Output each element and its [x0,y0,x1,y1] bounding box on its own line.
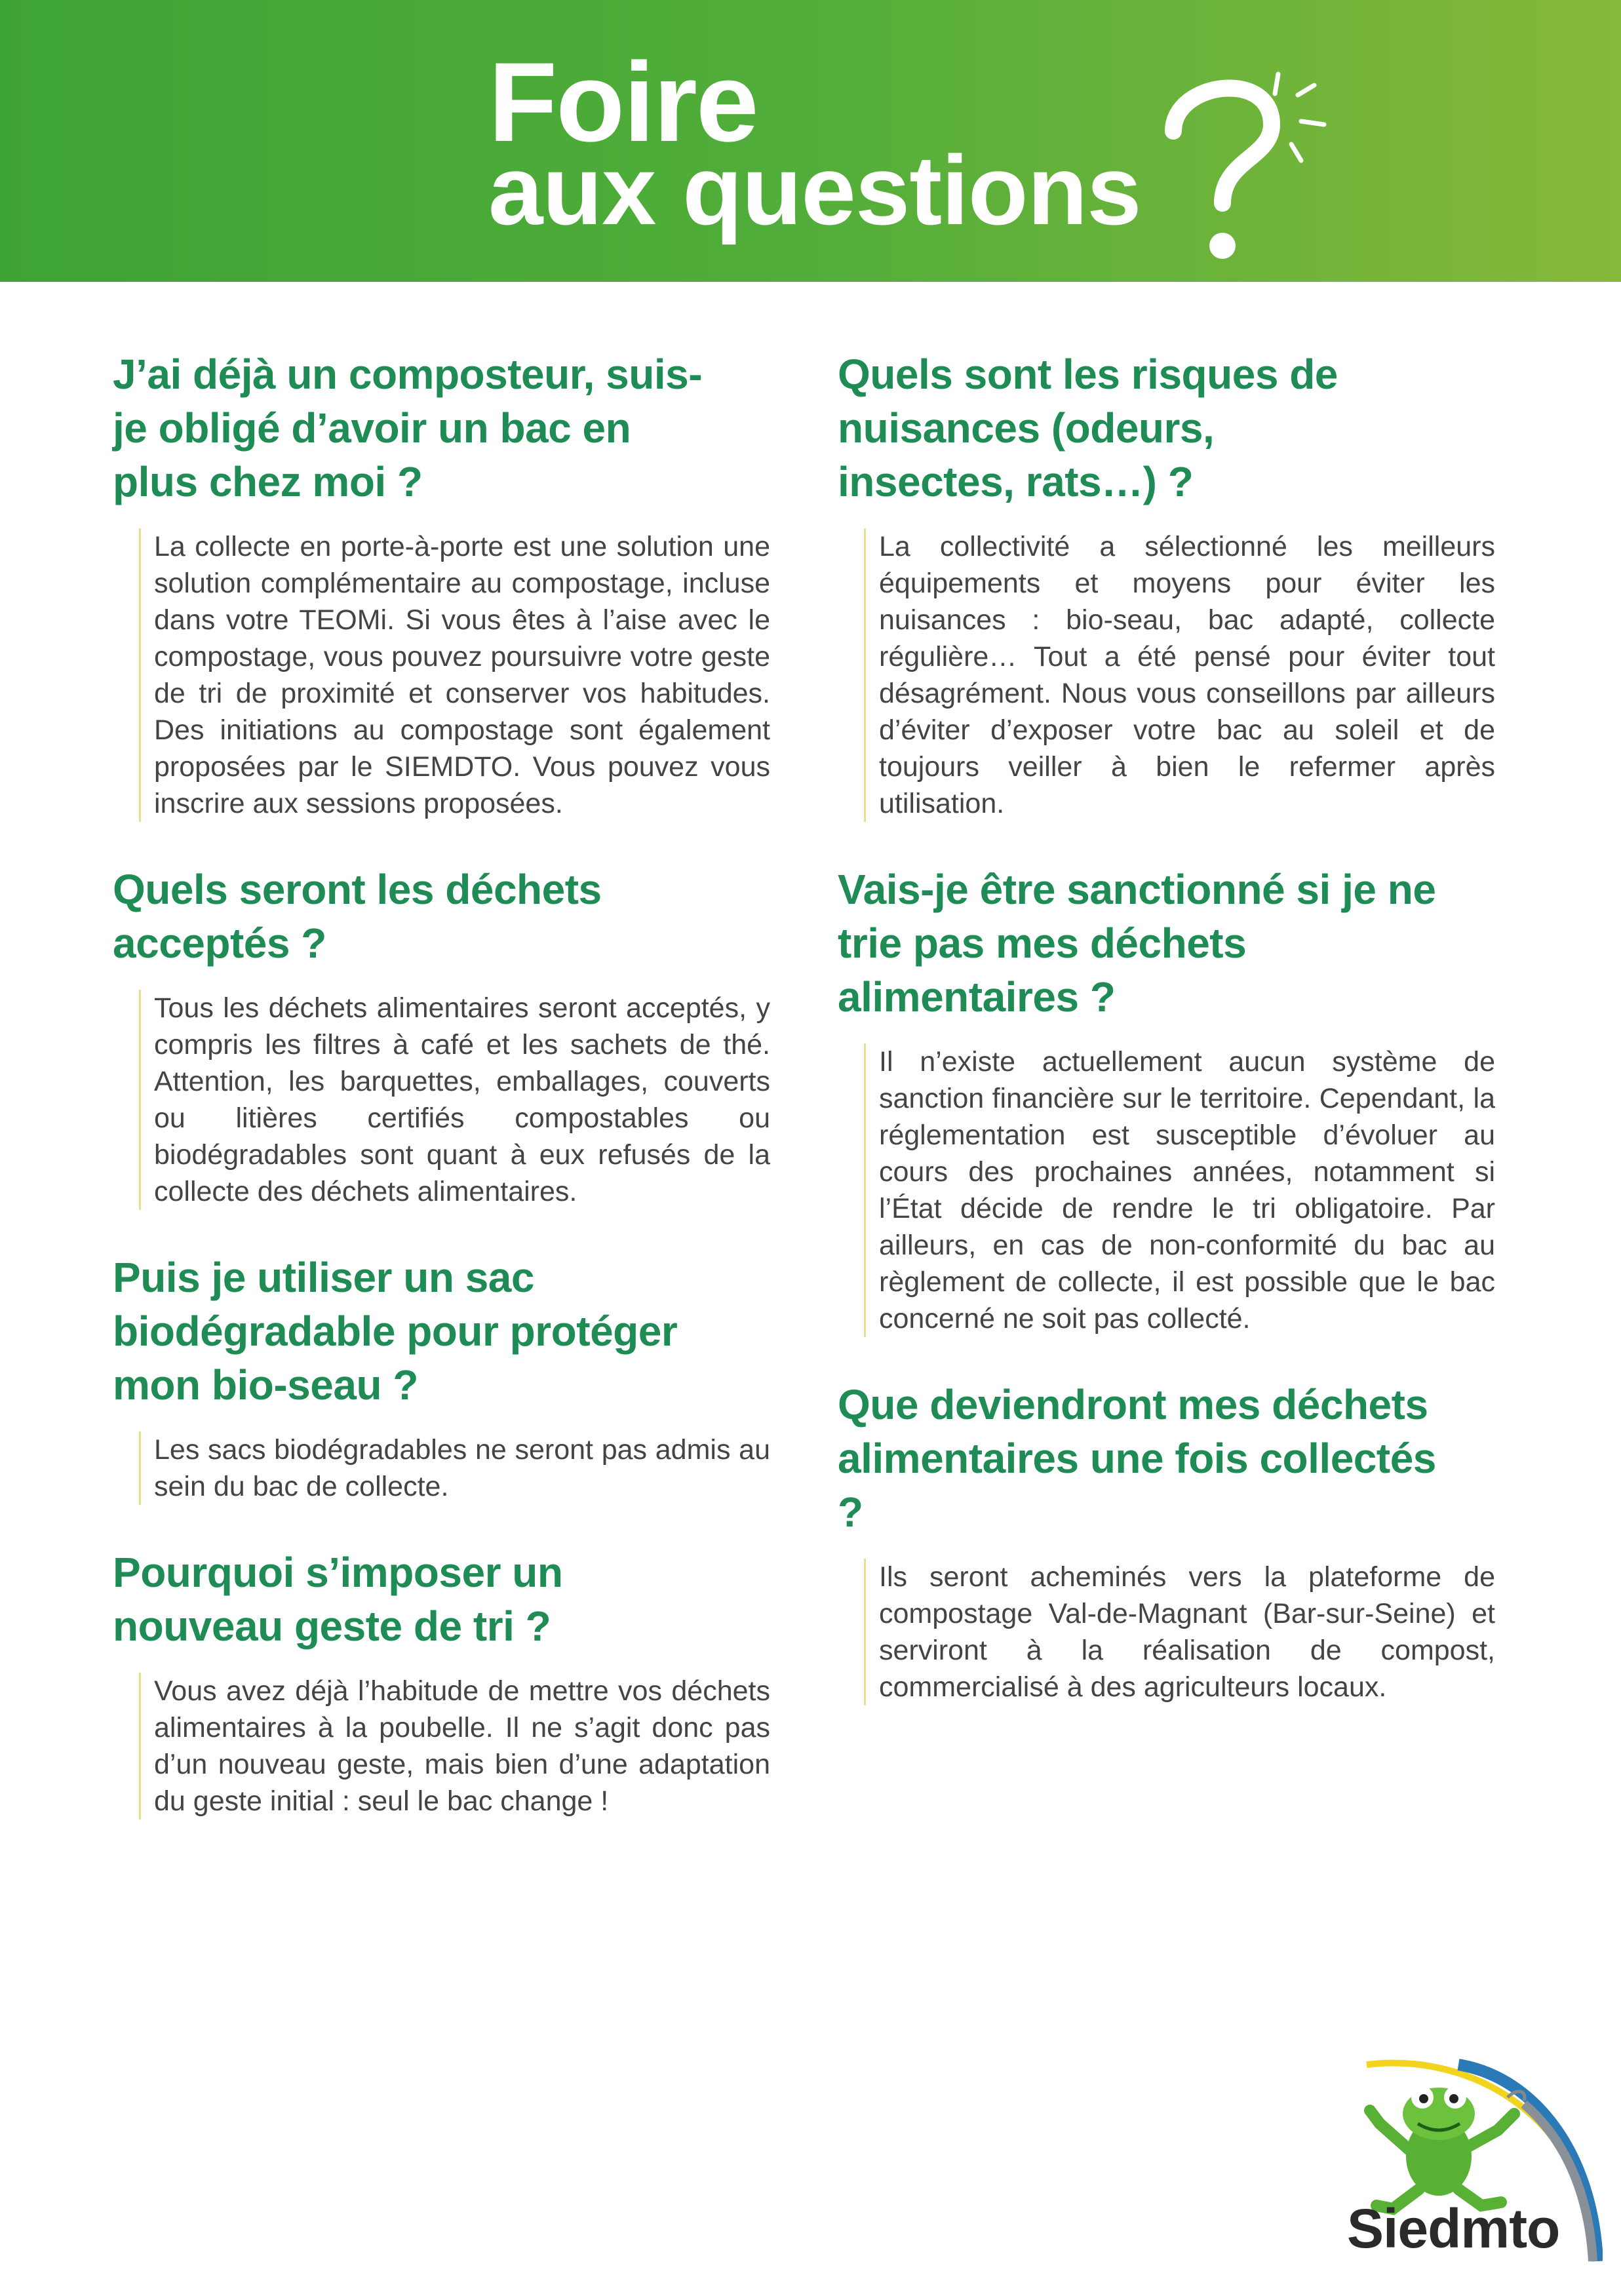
faq-question: Puis je utiliser un sac biodégradable pour protéger mon bio-seau ? [113,1254,678,1409]
faq-item [113,863,768,1210]
logo-wordmark: Siedmto [1347,2198,1560,2259]
page-title: Foire [488,39,758,165]
faq-item [838,1378,1493,1705]
faq-answer: La collectivité a sélectionné les meilleurs équipements et moyens pour éviter les nuisances : bio-seau, bac adapté, collecte régulière… Tout a été pensé pour éviter tout désagrément. Nous vous conseillons par ailleurs d’éviter d’exposer votre bac au soleil et de toujours veiller à bien le refermer après utilisation. [864,528,1495,822]
faq-column-left [113,347,768,1860]
faq-item [113,347,768,822]
faq-question: Quels seront les déchets acceptés ? [113,866,602,967]
faq-answer: La collecte en porte-à-porte est une solution une solution complémentaire au compostage, incluse dans votre TEOMi. Si vous êtes à l’aise avec le compostage, vous pouvez poursuivre votre geste de tri de proximité et conserver vos habitudes. Des initiations au compostage sont également proposées par le SIEMDTO. Vous pouvez vous inscrire aux sessions proposées. [139,528,770,822]
faq-answer: Tous les déchets alimentaires seront acceptés, y compris les filtres à café et les sachets de thé. Attention, les barquettes, emballages, couverts ou litières certifiés compostables ou biodégradables sont quant à eux refusés de la collecte des déchets alimentaires. [139,990,770,1210]
faq-question: J’ai déjà un composteur, suis-je obligé d’avoir un bac en plus chez moi ? [113,351,703,505]
faq-answer: Ils seront acheminés vers la plateforme de compostage Val-de-Magnant (Bar-sur-Seine) et serviront à la réalisation de compost, commercialisé à des agriculteurs locaux. [864,1559,1495,1705]
faq-answer: Il n’existe actuellement aucun système de sanction financière sur le territoire. Cependant, la réglementation est susceptible d’évoluer au cours des prochaines années, notamment si l’État décide de rendre le tri obligatoire. Par ailleurs, en cas de non-conformité du bac au règlement de collecte, il est possible que le bac concerné ne soit pas collecté. [864,1043,1495,1337]
faq-item [113,1546,768,1819]
page-subtitle: aux questions [488,135,1141,245]
faq-answer: Vous avez déjà l’habitude de mettre vos déchets alimentaires à la poubelle. Il ne s’agit donc pas d’un nouveau geste, mais bien d’une adaptation du geste initial : seul le bac change ! [139,1673,770,1819]
faq-question: Pourquoi s’imposer un nouveau geste de tri ? [113,1549,563,1650]
faq-column-right [838,347,1493,1746]
faq-question: Que deviendront mes déchets alimentaires une fois collectés ? [838,1381,1436,1536]
faq-item [838,347,1493,822]
header-banner [0,0,1621,282]
faq-question: Quels sont les risques de nuisances (odeurs, insectes, rats…) ? [838,351,1338,505]
question-mark-icon [1160,69,1337,272]
faq-item [113,1251,768,1505]
faq-item [838,863,1493,1337]
faq-answer: Les sacs biodégradables ne seront pas admis au sein du bac de collecte. [139,1431,770,1505]
faq-question: Vais-je être sanctionné si je ne trie pas mes déchets alimentaires ? [838,866,1436,1021]
